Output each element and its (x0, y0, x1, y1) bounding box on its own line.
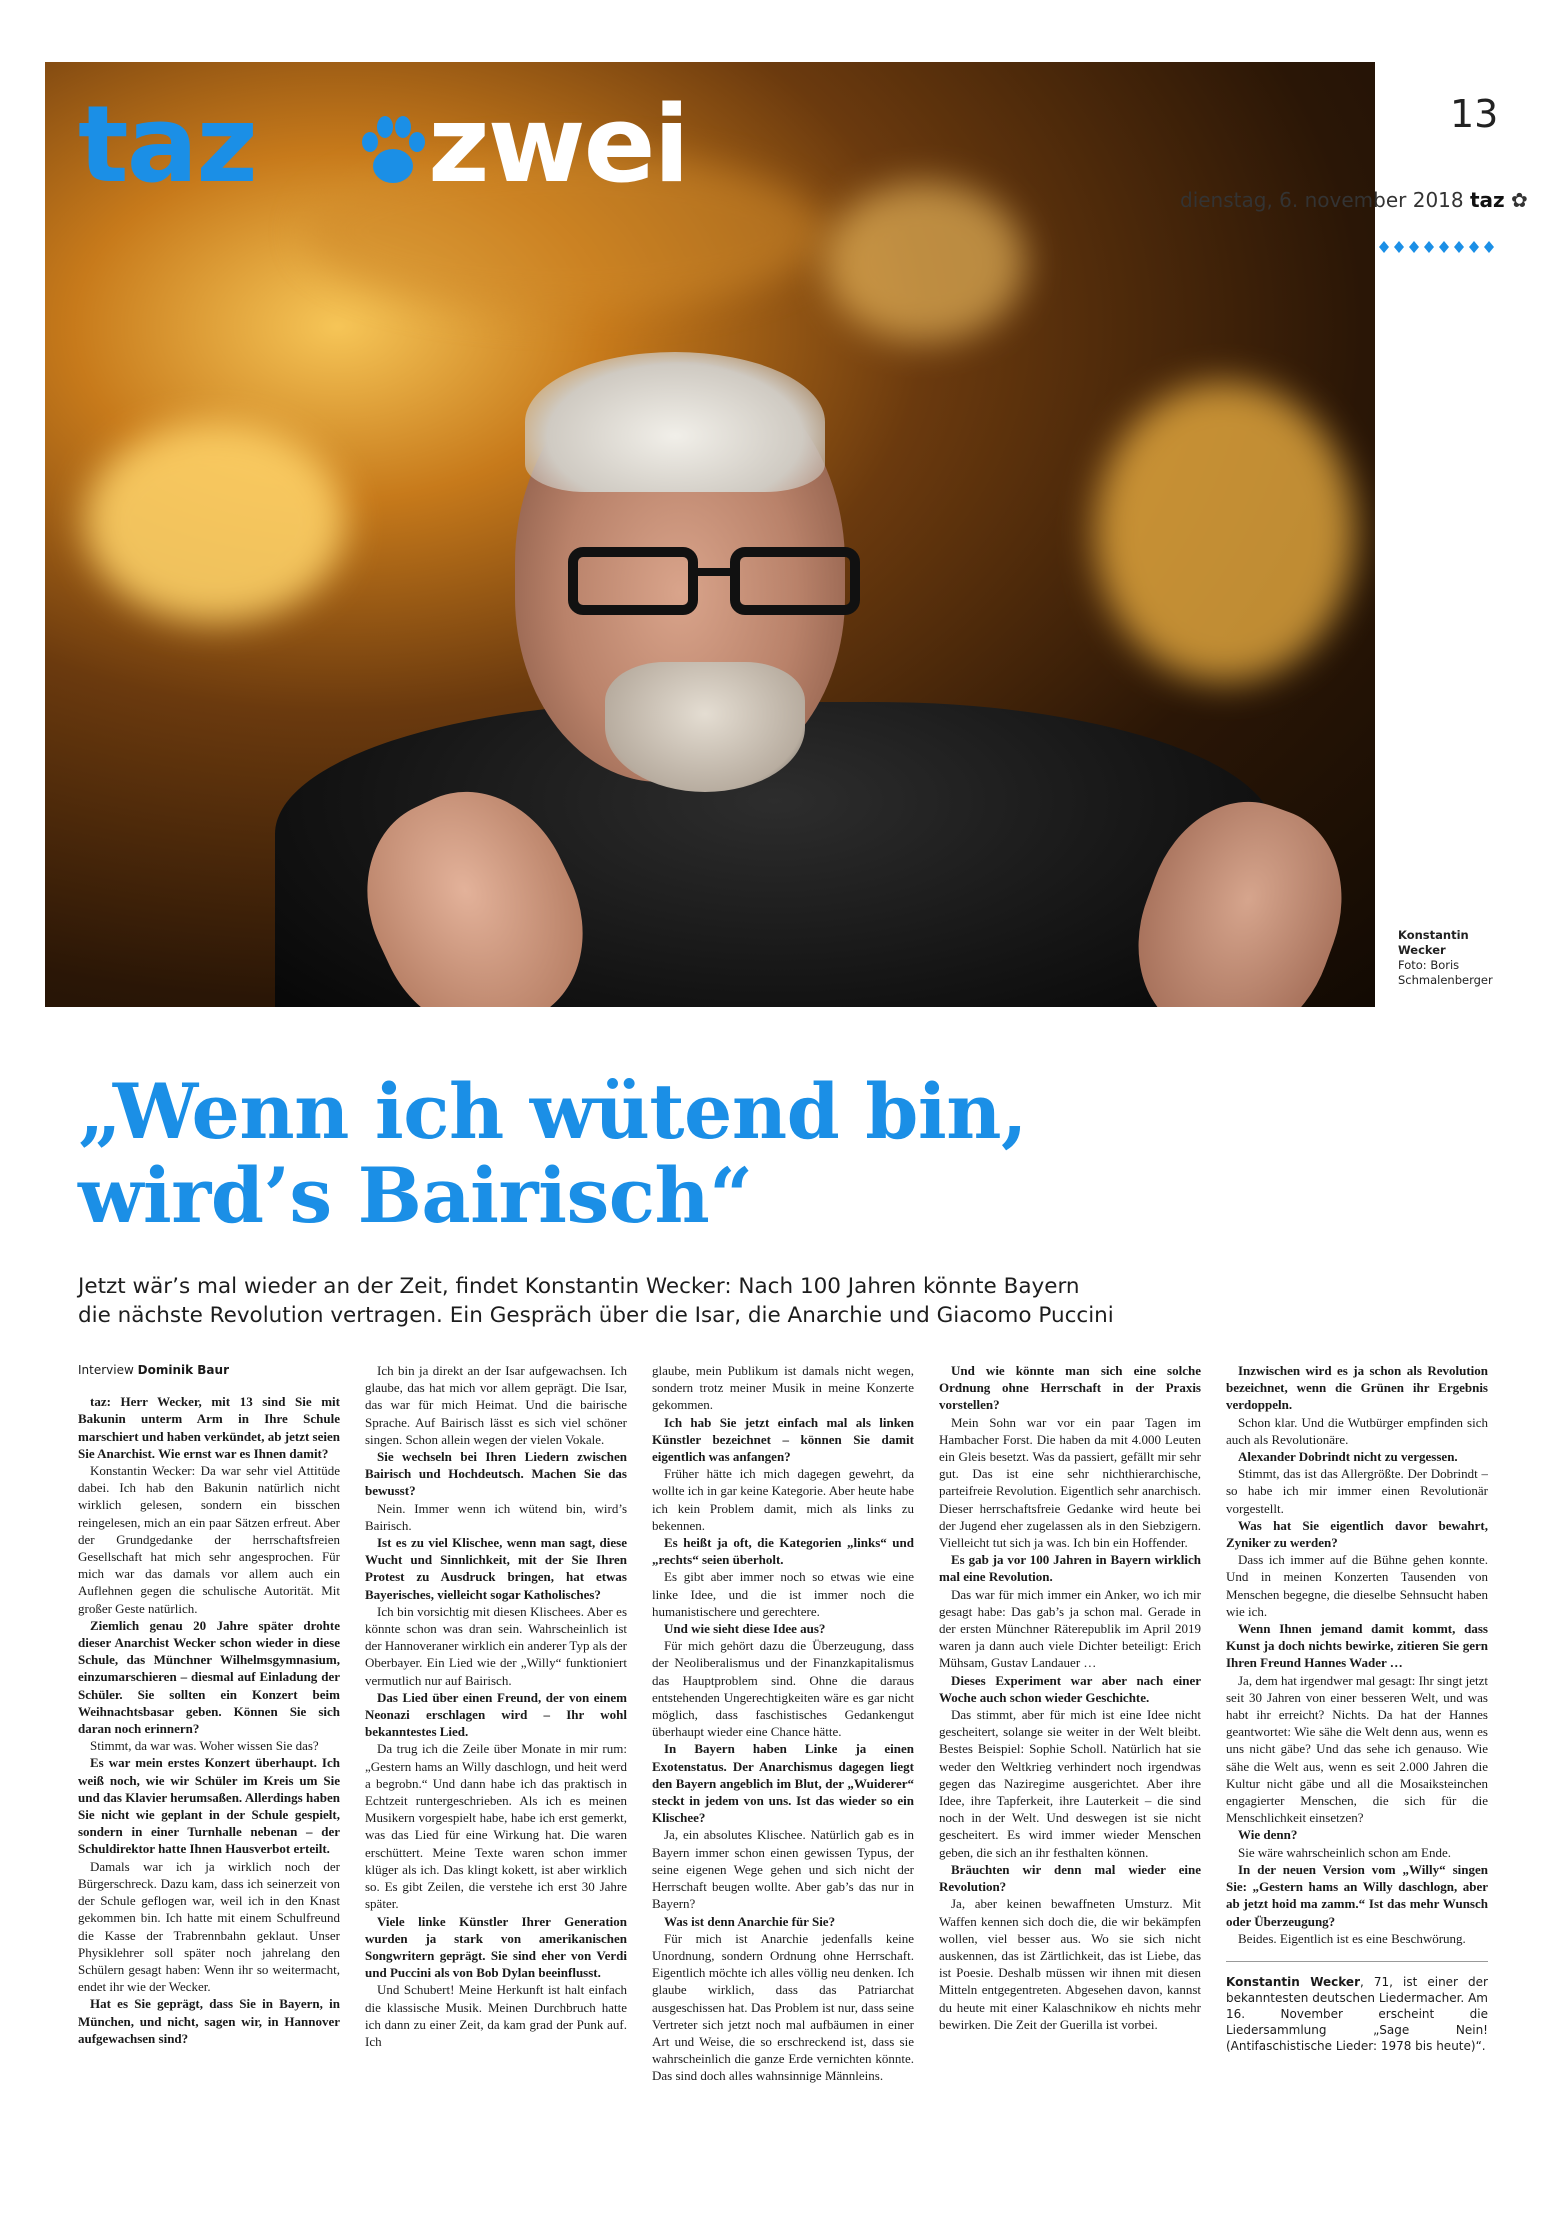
interview-question: Ziemlich genau 20 Jahre später drohte dieser Anarchist Wecker schon wieder in diese Schule, das Münchner Wilhelmsgymnasium, einzumarschieren – diesmal auf Einladung der Schüler. Sie sollten ein Konzert beim Weihnachtsbasar geben. Können Sie sich daran noch erinnern? (78, 1617, 340, 1737)
interview-answer: Schon klar. Und die Wutbürger empfinden sich auch als Revolutionäre. (1226, 1414, 1488, 1447)
interview-question: Bräuchten wir denn mal wieder eine Revolution? (939, 1861, 1201, 1895)
intro-line-1: Jetzt wär’s mal wieder an der Zeit, findet Konstantin Wecker: Nach 100 Jahren könnte Bayern (78, 1274, 1080, 1299)
interview-question: Das Lied über einen Freund, der von einem Neonazi erschlagen wird – Ihr wohl bekanntestes Lied. (365, 1689, 627, 1740)
interview-answer: Das stimmt, aber für mich ist eine Idee nicht gescheitert, solange sie weiter in der Welt bleibt. Bestes Beispiel: Sophie Scholl. Natürlich hat sie weder den Weltkrieg verhindert noch irgendwas gegen das Naziregime ausgerichtet. Aber ihre Idee, ihre Tapferkeit, ihre Lauterkeit – die sind noch in der Welt. Und deswegen ist sie nicht gescheitert. Es wird immer wieder Menschen geben, die sich an ihr festhalten können. (939, 1707, 1201, 1860)
author-bio (1226, 1974, 1488, 2054)
small-paw-icon: ✿ (1511, 188, 1528, 212)
interview-answer: Sie wäre wahrscheinlich schon am Ende. (1238, 1844, 1451, 1860)
interview-question: Ist es zu viel Klischee, wenn man sagt, diese Wucht und Sinnlichkeit, mit der Sie Ihren Protest zu Ausdruck bringen, hat etwas Bayerisches, vielleicht sogar Katholisches? (365, 1535, 627, 1602)
interview-question: Hat es Sie geprägt, dass Sie in Bayern, in München, und nicht, sagen wir, in Hannover aufgewachsen sind? (78, 1996, 340, 2046)
logo-zwei: zwei (428, 83, 688, 206)
interview-answer: Für mich ist Anarchie jedenfalls keine Unordnung, sondern Ordnung ohne Herrschaft. Eigentlich möchte ich alles völlig neu denken. Ich glaube wirklich, dass das Patriarchat ausgeschissen hat. Das Problem ist nur, dass seine Vertreter sich jetzt noch mal aufbäumen in einer Art und Weise, die so erschreckend ist, dass sie wahrscheinlich die ganze Erde vernichten könnte. Das sind doch alles wahnsinnige Männleins. (652, 1930, 914, 2084)
caption-credit: Foto: Boris Schmalenberger (1398, 958, 1493, 987)
article-column-1 (78, 1362, 340, 2222)
dateline (1180, 188, 1528, 212)
article-column-2 (365, 1362, 627, 2222)
intro-line-2: die nächste Revolution vertragen. Ein Gespräch über die Isar, die Anarchie und Giacomo Puccini (78, 1303, 1114, 1328)
interview-question: In Bayern haben Linke ja einen Exotenstatus. Der Anarchismus dagegen liegt den Bayern angeblich im Blut, der „Wuiderer“ steckt in jedem von uns. Ist das wieder so ein Klischee? (652, 1741, 914, 1826)
interview-answer: Da trug ich die Zeile über Monate in mir rum: „Gestern hams an Willy daschlogn, und heit werd a begrobn.“ Und dann habe ich das praktisch in Echtzeit runtergeschrieben. Als ich es meinen Musikern vorgespielt habe, habe ich erst gemerkt, was das Lied für eine Wirkung hat. Die waren erschüttert. Meine Texte waren schon immer klüger als ich. Das klingt kokett, ist aber wirklich so. Es gibt Zeilen, die verstehe ich erst 30 Jahre später. (365, 1741, 627, 1912)
interview-question: Wie denn? (1238, 1827, 1298, 1843)
interview-answer: Das war für mich immer ein Anker, wo ich mir gesagt habe: Das gab’s ja schon mal. Gerade in der ersten Münchner Räterepublik im April 2019 waren ja dann auch viele Dichter beteiligt: Erich Mühsam, Gustav Landauer … (939, 1586, 1201, 1671)
interview-answer: glaube, mein Publikum ist damals nicht wegen, sondern trotz meiner Musik in meine Konzerte gekommen. (652, 1363, 914, 1413)
bio-divider (1226, 1961, 1488, 1962)
section-logo (78, 83, 688, 206)
interview-answer: Nein. Immer wenn ich wütend bin, wird’s Bairisch. (365, 1500, 627, 1533)
article-column-4 (939, 1362, 1201, 2222)
headline-line-2: wird’s Bairisch“ (78, 1151, 753, 1240)
interview-answer: Es gibt aber immer noch so etwas wie eine linke Idee, und die ist immer noch die humanistischere und gerechtere. (652, 1569, 914, 1619)
caption-name: Konstantin Wecker (1398, 928, 1469, 957)
interview-answer: Konstantin Wecker: Da war sehr viel Attitüde dabei. Ich hab den Bakunin natürlich nicht wirklich gelesen, sondern ein bisschen reingelesen, mich an ein paar Sätzen erfreut. Aber der Grundgedanke der herrschaftsfreien Gesellschaft hat mich sehr angesprochen. Für mich war das damals vor allem auch ein Auflehnen gegen die schulische Autorität. Mit großer Geste natürlich. (78, 1463, 340, 1616)
interview-answer: Stimmt, da war was. Woher wissen Sie das? (90, 1738, 319, 1754)
photo-caption (1398, 928, 1508, 988)
issue-date: dienstag, 6. november 2018 (1180, 188, 1464, 212)
headline-line-1: „Wenn ich wütend bin, (78, 1067, 1027, 1156)
article-column-3 (652, 1362, 914, 2222)
interview-answer: Dass ich immer auf die Bühne gehen konnte. Und in meinen Konzerten Tausenden von Menschen begegne, die dieselbe Sehnsucht haben wie ich. (1226, 1552, 1488, 1619)
interview-answer: Ich bin vorsichtig mit diesen Klischees. Aber es könnte schon was dran sein. Wahrscheinlich ist der Hannoveraner wirklich ein anderer Typ als der Oberbayer. Ein Lied wie der „Willy“ funktioniert vermutlich nur auf Bairisch. (365, 1603, 627, 1688)
interview-question: Wenn Ihnen jemand damit kommt, dass Kunst ja doch nichts bewirke, zitieren Sie gern Ihren Freund Hannes Wader … (1226, 1621, 1488, 1671)
interview-answer: Ja, aber keinen bewaffneten Umsturz. Mit Waffen kennen sich doch die, die wir bekämpfen wollen, viel besser aus. Wo sie sich nicht auskennen, das ist Zärtlichkeit, das ist Liebe, das ist Poesie. Deshalb müssen wir ihnen mit diesen Mitteln entgegentreten. Abgesehen davon, kannst du heute mit einer Kalaschnikow eh nichts mehr bewirken. Die Zeit der Guerilla ist vorbei. (939, 1896, 1201, 2032)
headline (78, 1067, 1378, 1240)
date-brand: taz (1469, 188, 1505, 212)
interview-question: taz: Herr Wecker, mit 13 sind Sie mit Bakunin unterm Arm in Ihre Schule marschiert und haben verkündet, ab jetzt seien Sie Anarchist. Wie ernst war es Ihnen damit? (78, 1394, 340, 1461)
interview-question: Sie wechseln bei Ihren Liedern zwischen Bairisch und Hochdeutsch. Machen Sie das bewusst? (365, 1449, 627, 1499)
interview-answer: Ich bin ja direkt an der Isar aufgewachsen. Ich glaube, das hat mich vor allem geprägt. Die Isar, das war für mich Heimat. Und die bairische Sprache. Auf Bairisch lässt es sich viel schöner singen. Schon allein wegen der vielen Vokale. (365, 1363, 627, 1447)
paw-icon (358, 110, 428, 190)
interview-question: Und wie sieht diese Idee aus? (664, 1621, 826, 1637)
interview-question: Was ist denn Anarchie für Sie? (664, 1913, 836, 1929)
interview-question: Alexander Dobrindt nicht zu vergessen. (1238, 1449, 1458, 1465)
interview-answer: Stimmt, das ist das Allergrößte. Der Dobrindt – so habe ich mir immer einen Revolutionär vorgestellt. (1226, 1466, 1488, 1516)
interview-question: In der neuen Version vom „Willy“ singen Sie: „Gestern hams an Willy daschlogn, aber ab jetzt hoid ma zamm.“ Ist das mehr Wunsch oder Überzeugung? (1226, 1861, 1488, 1929)
interview-answer: Damals war ich ja wirklich noch der Bürgerschreck. Dazu kam, dass ich seinerzeit von der Schule geflogen war, weil ich in den Knast gekommen bin. Ich hatte mit einem Schulfreund die Kasse der Trabrennbahn geklaut. Unser Physiklehrer soll später noch jahrelang den Schülern gesagt haben: Wenn ihr so weitermacht, endet ihr wie der Wecker. (78, 1858, 340, 1995)
article-column-5 (1226, 1362, 1488, 2222)
article-columns (78, 1362, 1488, 2222)
bio-name: Konstantin Wecker (1226, 1974, 1360, 1989)
interview-answer: Und Schubert! Meine Herkunft ist halt einfach die klassische Musik. Meinen Durchbruch hatte ich dann zu einer Zeit, da kam grad der Punk auf. Ich (365, 1982, 627, 2049)
interview-question: Inzwischen wird es ja schon als Revolution bezeichnet, wenn die Grünen ihr Ergebnis verdoppeln. (1226, 1363, 1488, 1413)
interview-answer: Für mich gehört dazu die Überzeugung, dass der Neoliberalismus und der Finanzkapitalismus das Hauptproblem sind. Ohne die daraus entstehenden Ungerechtigkeiten wäre es gar nicht möglich, dass faschistisches Gedankengut überhaupt wieder eine Chance hätte. (652, 1638, 914, 1740)
interview-question: Es heißt ja oft, die Kategorien „links“ und „rechts“ seien überholt. (652, 1535, 914, 1568)
byline: Interview Dominik Baur (78, 1363, 229, 1377)
interview-answer: Ja, dem hat irgendwer mal gesagt: Ihr singt jetzt seit 30 Jahren von einer besseren Welt, und was habt ihr erreicht? Nichts. Da hat der Hannes geantwortet: Wie sähe die Welt denn aus, wenn es uns nicht gäbe? Und das sehe ich genauso. Wie sähe die Welt aus, wenn es seit 2.000 Jahren die Kultur nicht gäbe und all die Mosaiksteinchen engagierter Menschen, die sich für die Menschlichkeit einsetzen? (1226, 1672, 1488, 1826)
interview-question: Ich hab Sie jetzt einfach mal als linken Künstler bezeichnet – können Sie damit eigentlich was anfangen? (652, 1414, 914, 1465)
interview-question: Es war mein erstes Konzert überhaupt. Ich weiß noch, wie wir Schüler im Kreis um Sie und das Klavier herumsaßen. Allerdings haben Sie nicht wie geplant in der Schule gespielt, sondern in einer Turnhalle nebenan – der Schuldirektor hatte Ihnen Hausverbot erteilt. (78, 1755, 340, 1857)
interview-question: Dieses Experiment war aber nach einer Woche auch schon wieder Geschichte. (939, 1672, 1201, 1705)
interview-answer: Beides. Eigentlich ist es eine Beschwörung. (1238, 1930, 1466, 1946)
interview-question: Was hat Sie eigentlich davor bewahrt, Zyniker zu werden? (1226, 1517, 1488, 1551)
page-number: 13 (1450, 92, 1499, 136)
interview-question: Und wie könnte man sich eine solche Ordnung ohne Herrschaft in der Praxis vorstellen? (939, 1363, 1201, 1413)
interview-question: Viele linke Künstler Ihrer Generation wurden ja stark von amerikanischen Songwritern geprägt. Sie sind eher von Verdi und Puccini als von Bob Dylan beeinflusst. (365, 1913, 627, 1981)
bio-text: , 71, ist einer der bekanntesten deutschen Liedermacher. Am 16. November erscheint die Liedersammlung „Sage Nein! (Antifaschistische Lieder: 1978 bis heute)“. (1226, 1974, 1488, 2053)
interview-answer: Mein Sohn war vor ein paar Tagen im Hambacher Forst. Die haben da mit 4.000 Leuten ein Gleis besetzt. Was da passiert, gefällt mir sehr gut. Das ist eine sehr nichthierarchische, parteifreie Revolution. Eigentlich sehr anarchisch. Dieser herrschaftsfreie Gedanke wird heute bei der Jugend eher zugelassen als in den Siebzigern. Vielleicht tut sich ja was. Ich bin ein Hoffender. (939, 1414, 1201, 1551)
interview-question: Es gab ja vor 100 Jahren in Bayern wirklich mal eine Revolution. (939, 1552, 1201, 1585)
intro-text (78, 1272, 1378, 1330)
diamond-row-icon (1378, 240, 1500, 254)
interview-answer: Früher hätte ich mich dagegen gewehrt, da wollte ich in gar keine Kategorie. Aber heute habe ich kein Problem damit, mich als links zu bekennen. (652, 1466, 914, 1533)
glasses-icon (565, 542, 865, 622)
interview-answer: Ja, ein absolutes Klischee. Natürlich gab es in Bayern immer schon einen gewissen Typus, der seine eigenen Wege gehen und sich nicht der Herrschaft beugen wollte. Aber gab’s das nur in Bayern? (652, 1827, 914, 1912)
logo-taz: taz (78, 83, 256, 206)
